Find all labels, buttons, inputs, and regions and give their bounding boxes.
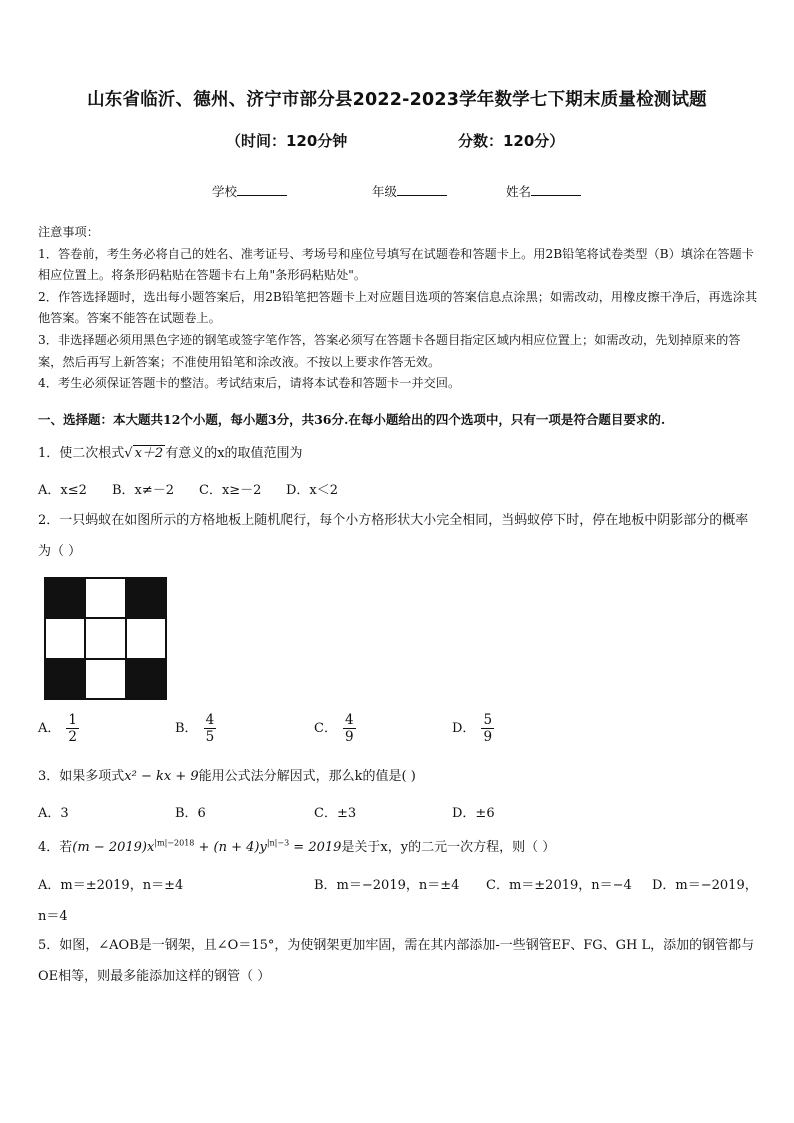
q3-option-a[interactable]: A．3 bbox=[38, 806, 69, 821]
question-3: 3．如果多项式x² − kx + 9能用公式法分解因式，那么k的值是( ) bbox=[38, 769, 416, 784]
notes-section bbox=[38, 222, 758, 395]
section-heading: 一、选择题：本大题共12个小题，每小题3分，共36分.在每小题给出的四个选项中，只有一项是符合题目要求的. bbox=[38, 412, 666, 427]
q4-option-d-continued: n＝4 bbox=[38, 909, 68, 924]
tile-grid-figure bbox=[44, 577, 167, 700]
grid-cell bbox=[45, 578, 85, 618]
q3-option-d[interactable]: D．±6 bbox=[452, 806, 495, 821]
grid-cell bbox=[85, 659, 125, 699]
note-item: 1．答卷前，考生务必将自己的姓名、准考证号、考场号和座位号填写在试题卷和答题卡上。用2B铅笔将试卷类型（B）填涂在答题卡相应位置上。将条形码粘贴在答题卡右上角"条形码粘贴处"。 bbox=[38, 246, 754, 283]
name-field: 姓名 bbox=[506, 182, 581, 200]
note-item: 4．考生必须保证答题卡的整洁。考试结束后，请将本试卷和答题卡一并交回。 bbox=[38, 376, 461, 391]
q3-option-b[interactable]: B．6 bbox=[175, 806, 206, 821]
q1-option-b[interactable]: B．x≠－2 bbox=[112, 483, 175, 498]
q2-option-d[interactable]: D． $\frac{5}{9}$ bbox=[452, 712, 493, 745]
page-title: 山东省临沂、德州、济宁市部分县2022-2023学年数学七下期末质量检测试题 bbox=[87, 90, 707, 110]
exam-score: 分数：120分） bbox=[458, 132, 565, 150]
q2-option-a[interactable]: A． $\frac{1}{2}$ bbox=[38, 712, 77, 745]
q4-option-c[interactable]: C．m＝±2019，n＝−4 bbox=[486, 878, 632, 893]
grid-cell bbox=[45, 659, 85, 699]
q4-option-a[interactable]: A．m＝±2019，n＝±4 bbox=[38, 878, 184, 893]
grid-cell bbox=[126, 659, 166, 699]
q2-option-c[interactable]: C． $\frac{4}{9}$ bbox=[314, 712, 354, 745]
q4-option-d[interactable]: D．m＝−2019， bbox=[652, 878, 758, 893]
q1-option-c[interactable]: C．x≥－2 bbox=[199, 483, 262, 498]
school-field: 学校 bbox=[212, 182, 287, 200]
q2-option-b[interactable]: B． $\frac{4}{5}$ bbox=[175, 712, 215, 745]
q4-option-b[interactable]: B．m＝−2019，n＝±4 bbox=[314, 878, 460, 893]
q1-option-a[interactable]: A．x≤2 bbox=[38, 483, 87, 498]
question-1: 1．使二次根式√ x＋2 有意义的x的取值范围为 bbox=[38, 446, 303, 461]
grid-cell bbox=[126, 578, 166, 618]
grid-cell bbox=[45, 618, 85, 658]
grid-cell bbox=[126, 618, 166, 658]
question-4: 4．若$(m - 2019)x^{|m|-2018} + (n + 4)y^{|n|-3} = 2019$是关于x，y的二元一次方程，则（ ） bbox=[38, 838, 556, 855]
q3-option-c[interactable]: C．±3 bbox=[314, 806, 357, 821]
question-5: 5．如图，∠AOB是一钢架，且∠O＝15°，为使钢架更加牢固，需在其内部添加-一些钢管EF、FG、GH L，添加的钢管都与OE相等，则最多能添加这样的钢管（ ） bbox=[38, 938, 755, 984]
note-item: 2．作答选择题时，选出每小题答案后，用2B铅笔把答题卡上对应题目选项的答案信息点涂黑；如需改动，用橡皮擦干净后，再选涂其他答案。答案不能答在试题卷上。 bbox=[38, 289, 758, 326]
question-2: 2．一只蚂蚁在如图所示的方格地板上随机爬行，每个小方格形状大小完全相同，当蚂蚁停下时，停在地板中阴影部分的概率为（ ） bbox=[38, 513, 749, 559]
grid-cell bbox=[85, 618, 125, 658]
exam-time: （时间：120分钟 bbox=[226, 132, 348, 150]
grid-cell bbox=[85, 578, 125, 618]
notes-heading: 注意事项： bbox=[38, 225, 99, 239]
q1-option-d[interactable]: D．x＜2 bbox=[286, 483, 339, 498]
grade-field: 年级 bbox=[372, 182, 447, 200]
note-item: 3．非选择题必须用黑色字迹的钢笔或签字笔作答，答案必须写在答题卡各题目指定区域内相应位置上；如需改动，先划掉原来的答案，然后再写上新答案；不准使用铅笔和涂改液。不按以上要求作答无效。 bbox=[38, 332, 741, 369]
